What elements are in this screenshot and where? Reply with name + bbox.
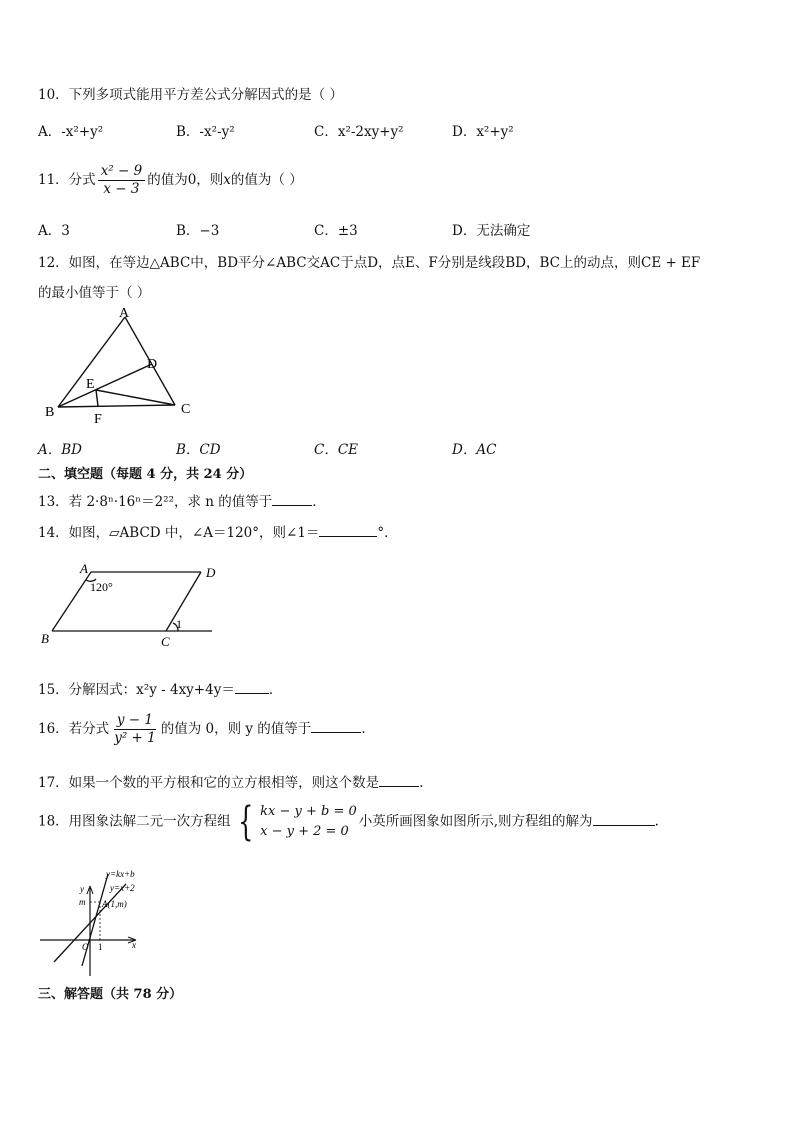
question-11-prefix: 11．分式 (38, 172, 96, 188)
question-15 (38, 678, 282, 698)
label-d: D (147, 357, 158, 372)
fraction (98, 163, 146, 198)
question-13 (38, 490, 326, 510)
m-label: m (79, 897, 86, 907)
origin-label: O (82, 942, 89, 952)
option-b[interactable]: B．CD (176, 442, 221, 458)
option-a[interactable]: A．-x²+y² (38, 124, 104, 140)
question-11-text: 的值为 (147, 172, 188, 188)
option-d[interactable]: D．AC (452, 442, 497, 458)
tick-one-label: 1 (98, 942, 103, 952)
question-12-line1: 12．如图，在等边△ABC中，BD平分∠ABC交AC于点D，点E、F分别是线段BD，BC上的动点，则CE + EF (38, 255, 701, 271)
question-16 (38, 712, 375, 747)
linear-graph-figure (38, 866, 156, 978)
fraction-numerator: y − 1 (114, 712, 156, 730)
point-a-label: A(1,m) (102, 899, 127, 909)
question-11-text-2: ，则 (196, 172, 224, 188)
option-c[interactable]: C．CE (314, 442, 359, 458)
line-2-label: y=x+2 (110, 883, 135, 893)
label-f: F (94, 412, 102, 427)
label-c: C (161, 634, 170, 649)
x-axis-label: x (132, 940, 136, 950)
question-18-prefix: 18．用图象法解二元一次方程组 (38, 813, 231, 830)
triangle-figure (38, 303, 208, 428)
fraction-numerator: x² − 9 (98, 163, 146, 181)
answer-blank[interactable] (379, 772, 419, 787)
question-15-text: 15．分解因式：x²y - 4xy+4y＝ (38, 682, 235, 698)
question-18-end: . (654, 813, 659, 830)
option-a[interactable]: A．BD (38, 442, 82, 458)
label-b: B (45, 405, 55, 420)
answer-blank[interactable] (235, 679, 269, 694)
answer-blank[interactable] (311, 718, 361, 733)
question-14-text: 14．如图，▱ABCD 中，∠A＝120°，则∠1＝ (38, 525, 320, 541)
question-18-text: 小英所画图象如图所示,则方程组的解为 (358, 813, 593, 830)
brace: { (237, 799, 254, 845)
label-a: A (80, 561, 88, 576)
fraction (111, 712, 159, 747)
question-13-text: 13．若 2·8ⁿ·16ⁿ＝2²²，求 n 的值等于 (38, 494, 273, 510)
question-16-end: ． (361, 721, 375, 737)
question-17-text: 17．如果一个数的平方根和它的立方根相等，则这个数是 (38, 775, 380, 791)
question-14 (38, 521, 398, 541)
option-c[interactable]: C．±3 (314, 223, 358, 239)
label-d: D (206, 565, 216, 580)
answer-blank[interactable] (272, 491, 312, 506)
option-b[interactable]: B．-x²-y² (176, 124, 235, 140)
question-16-prefix: 16．若分式 (38, 721, 110, 737)
question-11 (38, 163, 303, 198)
equation-1: kx − y + b = 0 (260, 804, 357, 819)
label-e: E (86, 377, 95, 392)
option-c[interactable]: C．x²-2xy+y² (314, 124, 404, 140)
parallelogram-figure (38, 560, 218, 650)
answer-blank[interactable] (593, 811, 655, 826)
section-3-heading: 三、解答题（共 78 分） (38, 987, 183, 1002)
option-d[interactable]: D．x²+y² (452, 124, 514, 140)
label-b: B (41, 631, 49, 646)
section-2-heading: 二、填空题（每题 4 分，共 24 分） (38, 467, 253, 482)
question-11-text-3: 的值为（ ） (230, 172, 303, 188)
angle-one-label: 1 (176, 617, 182, 631)
question-17-end: . (419, 775, 424, 791)
question-17 (38, 771, 423, 791)
fraction-denominator: x − 3 (103, 181, 140, 197)
question-15-end: ． (268, 682, 283, 698)
option-a[interactable]: A．3 (38, 223, 70, 239)
equation-system (233, 799, 357, 845)
question-16-text: 的值为 0，则 y 的值等于 (160, 721, 312, 737)
question-10 (38, 83, 343, 103)
fraction-denominator: y² + 1 (114, 730, 156, 746)
option-d[interactable]: D．无法确定 (452, 223, 531, 239)
angle-label: 120° (90, 580, 113, 594)
y-axis-label: y (80, 884, 84, 894)
variable-x: x (223, 172, 231, 188)
question-13-end: ． (312, 494, 326, 510)
question-12-line2: 的最小值等于（ ） (38, 285, 151, 301)
question-10-text: 10．下列多项式能用平方差公式分解因式的是（ ） (38, 87, 343, 103)
question-14-end: °． (377, 525, 398, 541)
line-1-label: y=kx+b (106, 869, 135, 879)
question-18 (38, 799, 659, 845)
equation-2: x − y + 2 = 0 (260, 824, 349, 839)
option-b[interactable]: B．−3 (176, 223, 220, 239)
value-zero: 0 (187, 172, 197, 188)
answer-blank[interactable] (319, 522, 377, 537)
label-c: C (181, 402, 191, 417)
label-a: A (119, 306, 130, 321)
